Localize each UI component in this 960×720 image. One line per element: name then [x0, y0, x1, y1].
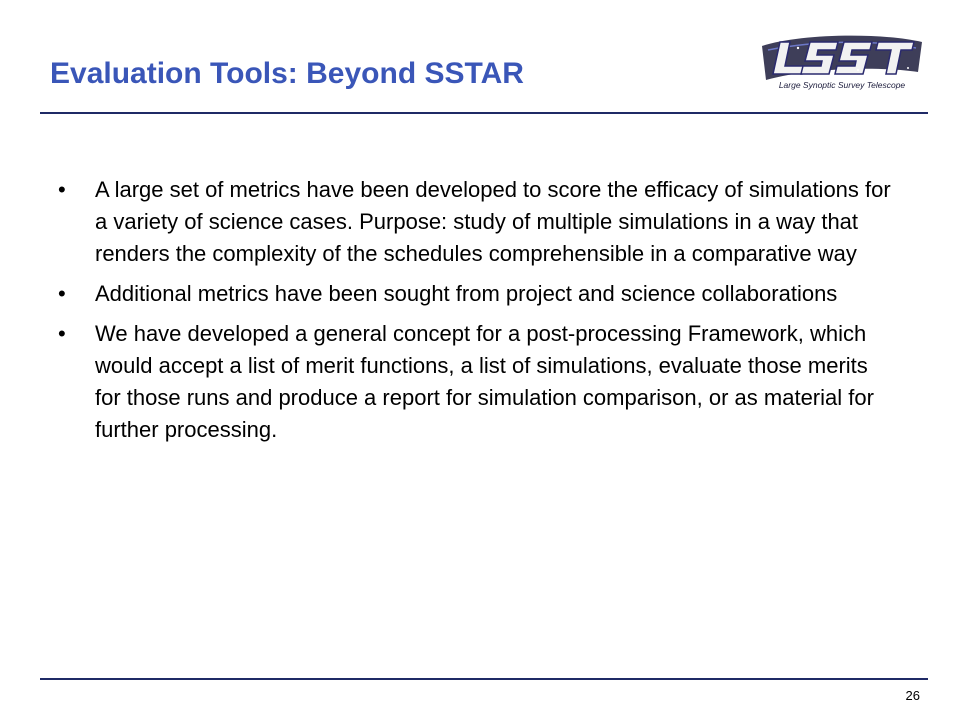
- bullet-item: [58, 318, 898, 446]
- slide-title: Evaluation Tools: Beyond SSTAR: [50, 57, 524, 90]
- page-number: 26: [905, 688, 920, 703]
- bullet-text: We have developed a general concept for a post-processing Framework, which would accept a list of merit functions, a list of simulations, evaluate those merits for those runs and produce a report for simulation comparison, or as material for further processing.: [95, 321, 874, 442]
- bullet-item: [58, 174, 898, 270]
- bullet-text: A large set of metrics have been developed to score the efficacy of simulations for a variety of science cases. Purpose: study of multiple simulations in a way that renders the complexity of the schedules comprehensible in a comparative way: [95, 177, 891, 266]
- footer-divider: [40, 678, 928, 680]
- lsst-logo: [758, 28, 926, 100]
- bullet-marker: •: [58, 177, 66, 202]
- bullet-marker: •: [58, 321, 66, 346]
- bullet-marker: •: [58, 281, 66, 306]
- logo-tagline: Large Synoptic Survey Telescope: [778, 80, 906, 90]
- title-divider: [40, 112, 928, 114]
- bullet-list: [58, 174, 898, 454]
- bullet-text: Additional metrics have been sought from project and science collaborations: [95, 281, 838, 306]
- bullet-item: [58, 278, 898, 310]
